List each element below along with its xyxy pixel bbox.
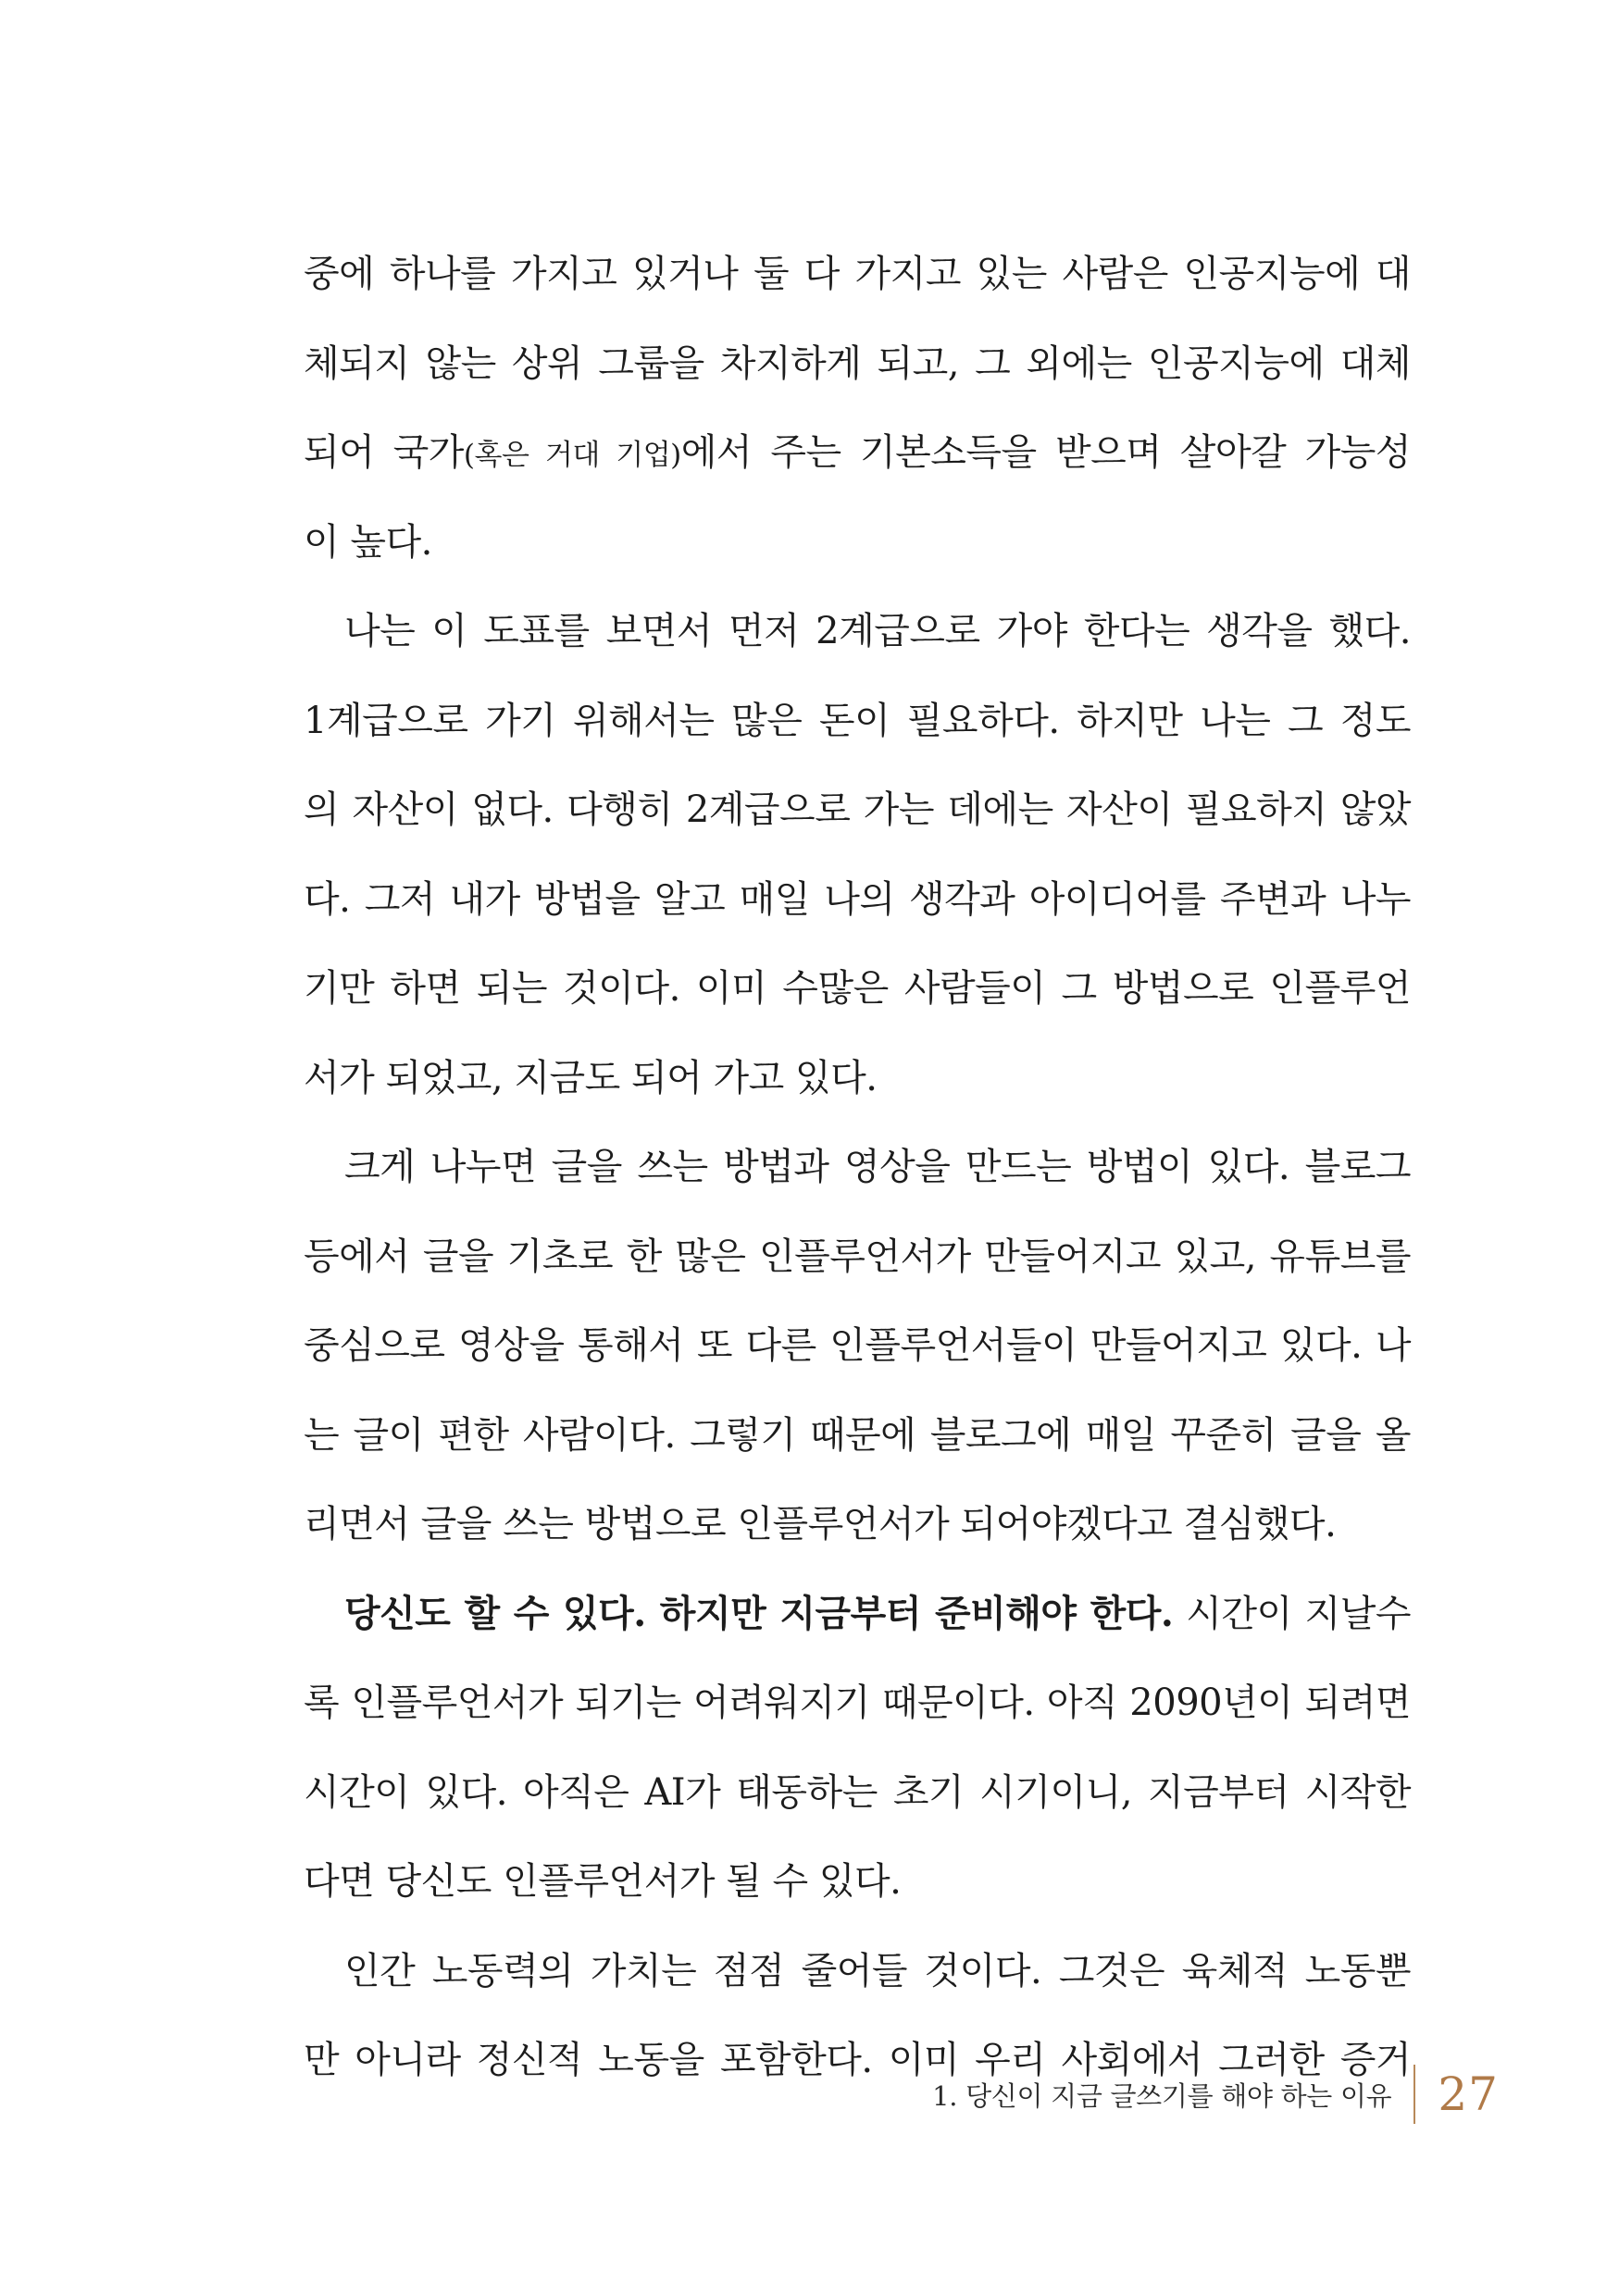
text-line: 서가 되었고, 지금도 되어 가고 있다. [304, 1056, 878, 1099]
text-line: 만 아니라 정신적 노동을 포함한다. 이미 우리 사회에서 그러한 증거 [304, 2039, 1411, 2081]
emphasis-text: 당신도 할 수 있다. 하지만 지금부터 준비해야 한다. [344, 1591, 1174, 1635]
text-line: 다면 당신도 인플루언서가 될 수 있다. [304, 1860, 902, 1903]
text-line: 체되지 않는 상위 그룹을 차지하게 되고, 그 외에는 인공지능에 대체 [304, 341, 1411, 385]
text-span: 시간이 지날수 [1173, 1592, 1411, 1635]
text-line: 다. 그저 내가 방법을 알고 매일 나의 생각과 아이디어를 주변과 나누 [304, 877, 1411, 921]
text-line: 의 자산이 없다. 다행히 2계급으로 가는 데에는 자산이 필요하지 않았 [304, 788, 1411, 831]
text-line: 등에서 글을 기초로 한 많은 인플루언서가 만들어지고 있고, 유튜브를 [304, 1235, 1411, 1278]
text-span: 에서 주는 기본소득을 받으며 살아갈 가능성 [680, 431, 1411, 474]
parenthetical-note: (혹은 거대 기업) [463, 439, 681, 472]
text-span: 되어 국가 [304, 431, 464, 474]
paragraph-start-line: 인간 노동력의 가치는 점점 줄어들 것이다. 그것은 육체적 노동뿐 [344, 1949, 1411, 1992]
text-line: 이 높다. [304, 520, 432, 564]
paragraph-start-line: 크게 나누면 글을 쓰는 방법과 영상을 만드는 방법이 있다. 블로그 [344, 1146, 1411, 1188]
paragraph-start-line [304, 1570, 1411, 1659]
text-line [304, 408, 1411, 498]
paragraph-start-line: 나는 이 도표를 보면서 먼저 2계급으로 가야 한다는 생각을 했다. [344, 610, 1411, 652]
text-line: 록 인플루언서가 되기는 어려워지기 때문이다. 아직 2090년이 되려면 [304, 1682, 1411, 1724]
running-chapter-title: 1. 당신이 지금 글쓰기를 해야 하는 이유 [932, 2079, 1392, 2112]
text-line: 는 글이 편한 사람이다. 그렇기 때문에 블로그에 매일 꾸준히 글을 올 [304, 1413, 1411, 1457]
text-line: 1계급으로 가기 위해서는 많은 돈이 필요하다. 하지만 나는 그 정도 [304, 699, 1411, 742]
text-line: 리면서 글을 쓰는 방법으로 인플루언서가 되어야겠다고 결심했다. [304, 1503, 1337, 1545]
page-number: 27 [1438, 2067, 1499, 2121]
text-line: 중에 하나를 가지고 있거나 둘 다 가지고 있는 사람은 인공지능에 대 [304, 253, 1411, 295]
text-line: 중심으로 영상을 통해서 또 다른 인플루언서들이 만들어지고 있다. 나 [304, 1324, 1411, 1367]
body-text [304, 230, 1411, 2105]
text-line: 시간이 있다. 아직은 AI가 태동하는 초기 시기이니, 지금부터 시작한 [304, 1770, 1411, 1814]
page-footer [932, 2062, 1499, 2127]
text-line: 기만 하면 되는 것이다. 이미 수많은 사람들이 그 방법으로 인플루언 [304, 967, 1411, 1010]
